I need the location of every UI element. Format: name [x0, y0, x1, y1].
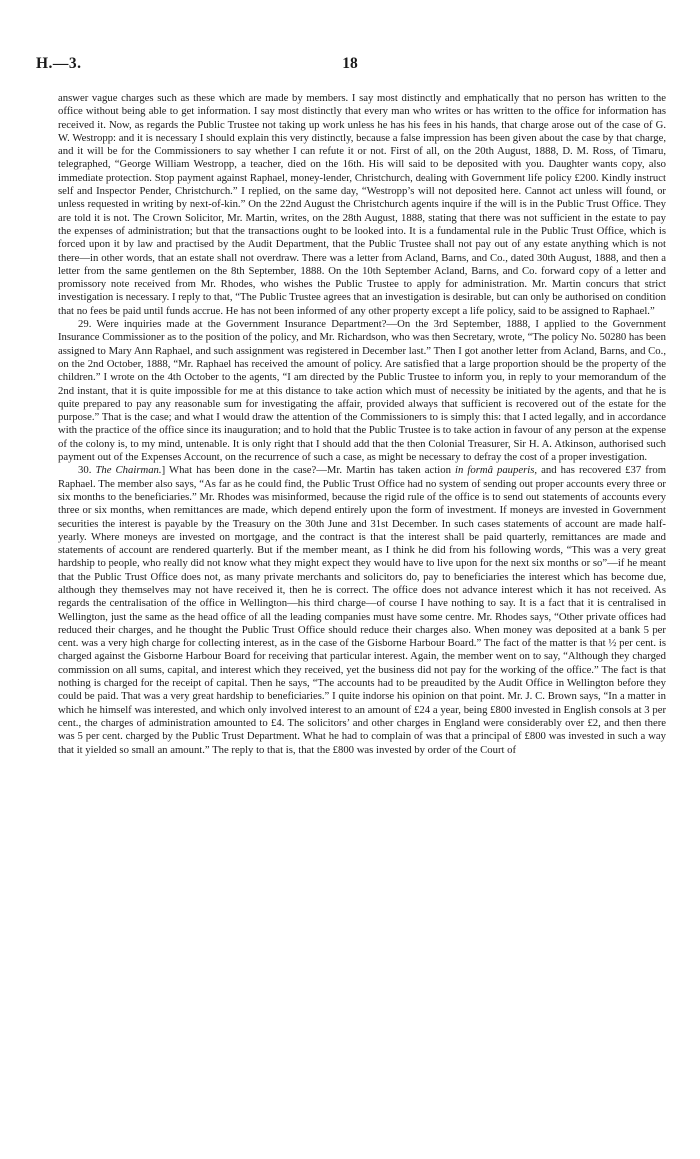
body-text [58, 92, 666, 757]
paragraph [58, 464, 666, 757]
italic-text-run: in formâ pauperis [455, 464, 535, 477]
text-run: 30. [78, 464, 96, 477]
parliamentary-paper-reference: H.—3. [36, 55, 82, 72]
text-run: answer vague charges such as these which are made by members. I say most distinctly and emphatically that no person has written to the office without being able to get information. I say most distinctly that every man who writes or has written to the office for information has received it. Now, as regards the Public Trustee not taking up work unless he has his fees in his hands, that charge arose out of the case of G. W. Westropp: and it is necessary I should explain this very distinctly, because a false impression has been given about the case by that charge, and it will be for the Commissioners to say whether I can refute it or not. First of all, on the 20th August, 1888, D. M. Ross, of Timaru, telegraphed, “George William Westropp, a teacher, died on the 16th. His will said to be deposited with you. Daughter wants copy, also immediate protection. Stop payment against Raphael, money-lender, Christchurch, dealing with Government life policy £200. Kindly instruct self and Inspector Pender, Christchurch.” I replied, on the same day, “Westropp’s will not deposited here. Cannot act unless will found, or unless requested in writing by next-of-kin.” On the 22nd August the Christchurch agents inquire if the will is in the Public Trust Office. They are told it is not. The Crown Solicitor, Mr. Martin, writes, on the 28th August, 1888, stating that there was not sufficient in the estate to pay the expenses of administration; but that the transactions ought to be looked into. It is a fundamental rule in the Public Trust Office, which is forced upon it by law and practised by the Audit Department, that the Public Trustee shall not pay out of any estate anything which is not there—in other words, that an estate shall not overdraw. There was a letter from Acland, Barns, and Co., dated 30th August, 1888, and then a letter from the same gentlemen on the 8th September, 1888. On the 10th September Acland, Barns, and Co. forward copy of a letter and promissory note received from Mr. Rhodes, who wishes the Public Trustee to apply for administration. Mr. Martin concurs that strict investigation is necessary. I reply to that, “The Public Trustee agrees that an investigation is desirable, but can only be authorised on condition that no fees be paid until funds accrue. He has not been informed of any other property except a life policy, said to be assigned to Raphael.” [58, 92, 666, 317]
paragraph [58, 92, 666, 318]
paragraph [58, 318, 666, 464]
page-header [36, 55, 664, 77]
text-run: ] What has been done in the case?—Mr. Martin has taken action [161, 464, 455, 477]
text-run: , and has recovered £37 from Raphael. The member also says, “As far as he could find, the Public Trust Office had no system of sending out proper accounts every three or six months to the beneficiaries.” Mr. Rhodes was misinformed, because the rigid rule of the office is to send out statements of accounts every three or six months, when remittances are made, which depend entirely upon the form of investment. If moneys are invested in Government securities the interest is payable by the Treasury on the 30th June and 31st December. In such cases statements of account are made half-yearly. Where moneys are invested on mortgage, and the contract is that the interest shall be paid quarterly, remittances are made and statements of account are rendered quarterly. But if the member meant, as I think he did from his following words, “This was a very great hardship to people, who really did not know what they might expect they would have to live upon for the next six months or so”—if he meant that the Public Trust Office does not, as many private merchants and solicitors do, pay to beneficiaries the interest which has become due, although they themselves may not have received it, then he is correct. The office does not advance interest which it has not received. As regards the centralisation of the office in Wellington—his third charge—of course I have nothing to say. It is a fact that it is centralised in Wellington, just the same as the head office of all the leading companies must have some centre. Mr. Rhodes says, “Other private offices had reduced their charges, and he thought the Public Trust Office should reduce their charges also. When money was deposited at a bank 5 per cent. was a very high charge for collecting interest, as in the case of the Gisborne Harbour Board.” The fact of the matter is that ½ per cent. is charged against the Gisborne Harbour Board for receiving that particular interest. Again, the member went on to say, “Although they charged commission on all sums, capital, and interest which they received, yet the business did not pay for the working of the office.” The fact is that nothing is charged for the receipt of capital. Then he says, “The accounts had to be preaudited by the Audit Office in Wellington before they could be paid. That was a very great hardship to beneficiaries.” I quite indorse his opinion on that point. Mr. J. C. Brown says, “In a matter in which he himself was interested, and which only involved interest to an amount of £24 a year, being £800 invested in English consols at 3 per cent., the charges of administration amounted to £4. The solicitors’ and other charges in England were considerably over £2, and then there was 5 per cent. charged by the Public Trust Department. What he had to complain of was that a principal of £800 was invested in such a way that it yielded so small an amount.” The reply to that is, that the £800 was invested by order of the Court of [58, 464, 667, 756]
italic-text-run: The Chairman. [95, 464, 162, 477]
text-run: 29. Were inquiries made at the Government Insurance Department?—On the 3rd September, 1888, I applied to the Government Insurance Commissioner as to the position of the policy, and Mr. Richardson, who was then Secretary, wrote, “The policy No. 50280 has been assigned to Mary Ann Raphael, and such assignment was registered in December last.” Then I got another letter from Acland, Barns, and Co., on the 2nd October, 1888, “Mr. Raphael has received the amount of policy. Are satisfied that a large proportion should be the property of the children.” I wrote on the 4th October to the agents, “I am directed by the Public Trustee to inform you, in reply to your memorandum of the 2nd instant, that it is quite impossible for me at this distance to take action which must of necessity be initiated by the agents, and that he is quite prepared to pay any reasonable sum for investigating the affair, provided always that sufficient is recovered out of the estate for the purpose.” That is the case; and what I would draw the attention of the Commissioners to is simply this: that I acted legally, and in accordance with the practice of the office since its inauguration; and to hold that the Public Trustee is to take action in favour of any person at the expense of the colony is, to my mind, untenable. It is only right that I should add that the then Colonial Treasurer, Sir H. A. Atkinson, authorised such payment out of the Expenses Account, on the recurrence of such a case, as might be necessary to defray the cost of a proper investigation. [58, 318, 666, 464]
page-number: 18 [342, 55, 358, 72]
